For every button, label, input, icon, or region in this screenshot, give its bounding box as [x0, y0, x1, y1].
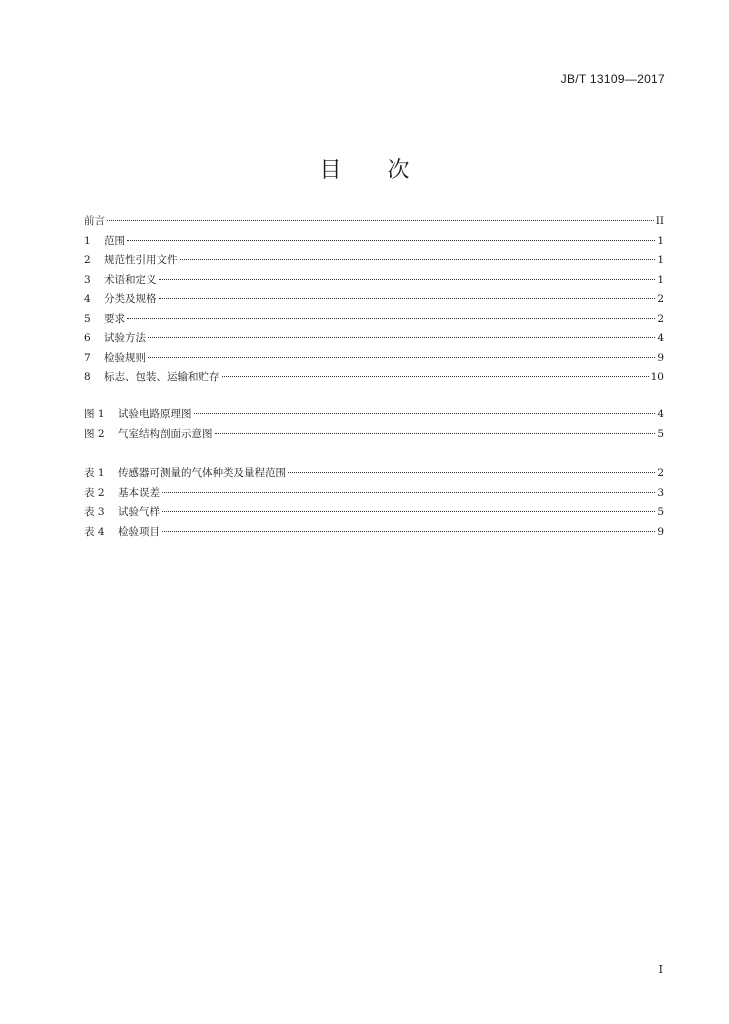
toc-page: 2 [657, 312, 664, 325]
toc-label: 基本误差 [118, 486, 160, 499]
leader-dots [162, 492, 655, 493]
toc-number: 表 2 [84, 486, 105, 499]
toc-label: 检验规则 [104, 351, 146, 364]
toc-entry-section-5[interactable] [84, 310, 664, 330]
toc-entry-section-4[interactable] [84, 290, 664, 310]
title-char-right: 次 [387, 158, 410, 183]
page-title [0, 153, 729, 184]
toc-page: 1 [657, 234, 664, 247]
toc-number: 表 4 [84, 525, 105, 538]
leader-dots [148, 357, 655, 358]
toc-number: 7 [84, 351, 91, 364]
toc-entry-table-4[interactable] [84, 523, 664, 543]
leader-dots [127, 240, 655, 241]
standard-code: JB/T 13109—2017 [560, 72, 665, 86]
toc-entry-section-8[interactable] [84, 368, 664, 388]
toc-label: 术语和定义 [104, 273, 157, 286]
leader-dots [180, 259, 656, 260]
toc-page: 1 [657, 273, 664, 286]
toc-page: 9 [657, 351, 664, 364]
leader-dots [288, 472, 655, 473]
toc-entry-table-2[interactable] [84, 484, 664, 504]
toc-label: 标志、包装、运输和贮存 [104, 371, 220, 383]
toc-page: 3 [657, 486, 664, 499]
toc-page: 5 [657, 427, 664, 440]
leader-dots [159, 298, 656, 299]
leader-dots [107, 220, 654, 221]
toc-tables [84, 464, 664, 542]
toc-page: II [655, 215, 664, 227]
toc-page: 4 [657, 408, 664, 420]
toc-label: 前言 [84, 215, 105, 227]
page-number: I [658, 963, 663, 976]
leader-dots [215, 433, 656, 434]
toc-entry-section-7[interactable] [84, 349, 664, 369]
leader-dots [222, 376, 649, 377]
toc-page: 5 [657, 506, 664, 518]
toc-entry-table-3[interactable] [84, 503, 664, 523]
toc-number: 3 [84, 273, 91, 286]
toc-label: 分类及规格 [104, 293, 157, 305]
toc-label: 试验电路原理图 [118, 408, 192, 420]
leader-dots [162, 531, 655, 532]
toc-entry-section-2[interactable] [84, 251, 664, 271]
toc-entry-table-1[interactable] [84, 464, 664, 484]
toc-label: 要求 [104, 312, 125, 325]
toc-label: 试验气样 [118, 506, 160, 518]
toc-page: 2 [657, 293, 664, 305]
toc-label: 试验方法 [104, 332, 146, 344]
toc-entry-figure-2[interactable] [84, 425, 664, 445]
toc-number: 8 [84, 371, 91, 383]
toc-page: 9 [657, 525, 664, 538]
toc-entry-figure-1[interactable] [84, 405, 664, 425]
toc-label: 气室结构剖面示意图 [118, 427, 213, 440]
toc-number: 1 [84, 234, 91, 247]
toc-number: 表 1 [84, 467, 105, 479]
toc-label: 传感器可测量的气体种类及量程范围 [118, 467, 286, 479]
toc-entry-foreword[interactable] [84, 212, 664, 232]
toc-number: 4 [84, 293, 91, 305]
toc-number: 6 [84, 332, 91, 344]
toc-label: 规范性引用文件 [104, 254, 178, 266]
toc-page: 2 [657, 467, 664, 479]
leader-dots [162, 511, 655, 512]
toc-number: 表 3 [84, 506, 105, 518]
toc-page: 4 [657, 332, 664, 344]
leader-dots [194, 413, 656, 414]
toc-figures [84, 405, 664, 444]
title-char-left: 目 [319, 158, 342, 183]
toc-page: 10 [650, 371, 664, 383]
toc-number: 2 [84, 254, 91, 266]
toc-entry-section-3[interactable] [84, 271, 664, 291]
toc-number: 图 1 [84, 408, 105, 420]
toc-label: 范围 [104, 234, 125, 247]
toc-number: 5 [84, 312, 91, 325]
toc-entry-section-1[interactable] [84, 232, 664, 252]
toc-label: 检验项目 [118, 525, 160, 538]
leader-dots [159, 279, 656, 280]
leader-dots [127, 318, 655, 319]
toc-number: 图 2 [84, 427, 105, 440]
toc-entry-section-6[interactable] [84, 329, 664, 349]
toc-sections [84, 212, 664, 388]
leader-dots [148, 337, 655, 338]
toc-page: 1 [657, 254, 664, 266]
